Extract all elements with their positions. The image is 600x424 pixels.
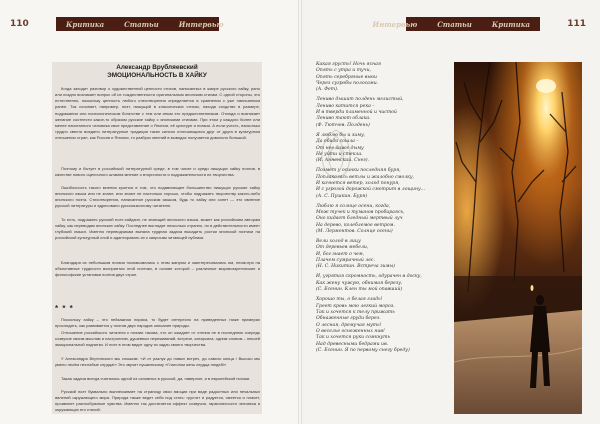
poem-attribution: (С. Есенин. Я по первому снегу бреду) [316, 347, 410, 353]
poem-line: Так и хочется к телу прижать [316, 309, 395, 315]
right-header [302, 17, 600, 31]
article-title-block [52, 64, 262, 80]
poem-attribution: (И. Анненский. Снег). [316, 158, 369, 164]
poem-line: Люблю я солнце осени, когда, [316, 203, 391, 209]
night-street-photo [454, 62, 582, 414]
poem-stanza [316, 204, 444, 236]
right-page-number: 111 [567, 19, 586, 29]
poem-line: О веселье оснеженных нив! [316, 328, 385, 334]
poem-line: Я люблю бы и зиму, [316, 132, 366, 138]
poem-line: Меж тучек и туманов пробираясь, [316, 209, 405, 215]
poem-line: О лесная, дремучая муть! [316, 322, 382, 328]
article-paragraph: Отношение российского читателя к поэзии такова, что он ожидает от чтения не в последнюю очередь созвучие своим мыслям и настроению, душевных переживаний, встрече, катарсиса, одним словом – некоей эмоциональной подпитки. И поэт в этом видит одну из задач своего творчества. [55, 330, 260, 348]
poem-line: На дерево, колеблемое ветром. [316, 222, 395, 228]
poem-stanza [316, 133, 444, 165]
poem-stanza [316, 274, 444, 293]
poem-line: Хорошо ты, о белая гладь! [316, 297, 383, 303]
poem-line: Ленивo дышит полдень мглистый, [316, 97, 404, 103]
article-paragraph: У Александра Вертинского мы слышим: «И от разлук до новых встреч, до самого конца / Высоко мы умело несём неслабые сердца!» Это звучит пушкинскому «Глаголом жечь сердца людей!» [55, 356, 260, 368]
poem-attribution: (А. С. Пушкин. Буря) [316, 193, 368, 199]
poem-line: И с угрозой дорожкой смотрит в лощину... [316, 187, 426, 193]
article-paragraph: То есть, подражать русский поэт-хайдзин, не знающий японского языка, может как российским авторам хайку, как переводам японских хайку. Последнее выглядит несколько странно, но в действительности имеет глубокий смысл. Именно переводчикам выпала трудная задача высадить ростки японской поэтики на российской культурный слой и адаптировать их к запросам читающей публики. [55, 217, 260, 241]
article-author: Александр Врубляевский [116, 64, 198, 71]
section-label-interviews: Интервью [372, 19, 418, 29]
poem-line: Какая грусть! Ночь ясная [316, 62, 381, 67]
right-section-bar [372, 17, 540, 31]
poem-line: Как жену чужую, обнимая березу. [316, 280, 403, 286]
article-paragraph: Поскольку хайку – это пейзажная лирика, то будет интересно на приведенных ниже примерах проследить, как развивается у поэтов двух народов описание природы. [55, 317, 260, 329]
poem-line: От нее даже дыму [316, 145, 364, 151]
left-page [0, 0, 298, 424]
poem-line: Опять серебряные вьюи [316, 74, 377, 80]
section-separator: * * * [55, 304, 74, 313]
left-page-number: 110 [10, 19, 29, 29]
article-paragraph: Ошибочность такого мнения кроется в том, что подавляющее большинство пишущих русские хайку японского языка или не знают, или знают не настолько хорошо, чтобы подражать творчеству какого-либо японского поэта. Стихотворения, написанное русским языком, будь то хайку или сонет — это явление русской литературы и адресовано русскоязычному читателю. [55, 185, 260, 209]
poem-attribution: (С. Есенин. Клен ты мой опавший) [316, 287, 403, 293]
poem-line: Так и хочется руки сомкнуть [316, 335, 390, 341]
section-label-articles: Статьи [124, 19, 159, 29]
poem-stanza [316, 62, 444, 94]
left-section-bar [56, 17, 224, 31]
poem-line: Через сугробы полосами. [316, 81, 379, 87]
article-paragraph: Когда заходит разговор о художественной ценности стихов, написанных в жанре русского хайку, рано или поздно возникает вопрос об их тождественности оригинальным японским стихам. С одной стороны, это естественно, поскольку ценность любого стихотворения определяется в сравнении с уже написанным ранее. Так сочиняет, например, поэт, пишущий в классических стихах, находя сходство в размере, подражании или психологическом богатстве с тем или иным его предшественником. Отсюда и возникает желание соотнести какое-то образом русские хайку с японскими стихами. При этом у каждого более или менее начитанного человека свое представление о Японии, её культуре и поэзии. А если учесть, насколько трудно свести воедино литературные традиции таких сильно отличающихся друг от друга в культурном отношении стран, как Россия и Япония, то разброс мнений в выводах получается довольно большой. [55, 86, 260, 141]
poem-line: Плачем сумрачный лес. [316, 258, 375, 264]
poem-line: Вели холод в лицу [316, 239, 361, 245]
poem-attribution: (Н. С. Никитин. Встреча зимы) [316, 264, 395, 270]
poem-attribution: (Ф. Тютчев. Полдень) [316, 122, 370, 128]
poem-stanza [316, 239, 444, 271]
article-paragraph: Такая задача всегда считалась одной из основных в русской, да, наверное, и в европейской поэзии. [61, 376, 251, 381]
poems-column [316, 62, 444, 358]
poem-line: И качнется ветер, холод понуря, [316, 180, 400, 186]
section-label-critique: Критика [66, 19, 105, 29]
poem-stanza [316, 97, 444, 129]
poem-stanza [316, 297, 444, 354]
poem-attribution: (А. Фет). [316, 87, 339, 93]
article-panel [52, 62, 262, 414]
right-page [302, 0, 600, 424]
poem-line: Над древесными бедрами ив. [316, 341, 389, 347]
left-header [0, 17, 298, 31]
article-paragraph: Благодаря их небольшим поэзии познакомились с этим жанром и заинтересовались им, несмотря на объективные трудности восприятия этой поэтики, в основе которой – различные мировоззренческие и философские установки поэтов двух стран. [55, 260, 260, 278]
section-label-articles: Статьи [437, 19, 472, 29]
poem-line: Ленивo катится река – [316, 103, 375, 109]
poem-attribution: (М. Лермонтов. Солнце осени) [316, 229, 393, 234]
poem-line: Опять с утра и тучи, [316, 68, 371, 74]
poem-stanza [316, 168, 444, 200]
article-paragraph: Русский поэт буквально выплескивает на страницу свои эмоции при виде радостных или печальных явлений окружающего мира. Природа также ведет себя под стать: грустит и радуется, смеется и плачет, проявляет разнообразные чувства. Именно так достигается эффект созвучия, гармоничности человека и окружающих его стихий. [55, 389, 260, 413]
poem-line: Поэмет у осинки последняя буря, [316, 168, 401, 174]
poem-line: Греет кровь мою легкий мороз. [316, 303, 395, 309]
section-label-critique: Критика [491, 19, 530, 29]
section-label-interviews: Интервью [178, 19, 224, 29]
article-paragraph: Поэтому и бытует в российской литературной среде, в том числе и среди пишущих хайку поэтов, в качестве нового оценочного штампа мнение о вторичности и подражательности их творчества. [55, 166, 260, 178]
poem-line: Не уйти и стекла. [316, 151, 363, 157]
poem-line: От деревьев мебели, [316, 245, 369, 251]
poem-line: Ленивo тают облака. [316, 116, 371, 122]
article-title: ЭМОЦИОНАЛЬНОСТЬ В ХАЙКУ [107, 72, 207, 79]
poem-line: И, угрятая скромность, одурачен в доску, [316, 274, 422, 280]
poem-line: Да обида сошла – [316, 139, 359, 145]
poem-line: И, бог знает о чем, [316, 251, 365, 257]
poem-line: Поплакалась ветлы и жалобно смолку, [316, 174, 415, 180]
poem-line: Обнаженные груди берез. [316, 316, 381, 322]
poem-line: Оно кидает бледный мертвый луч [316, 216, 403, 222]
poem-line: И в тверди пламенной и чистой [316, 110, 397, 116]
